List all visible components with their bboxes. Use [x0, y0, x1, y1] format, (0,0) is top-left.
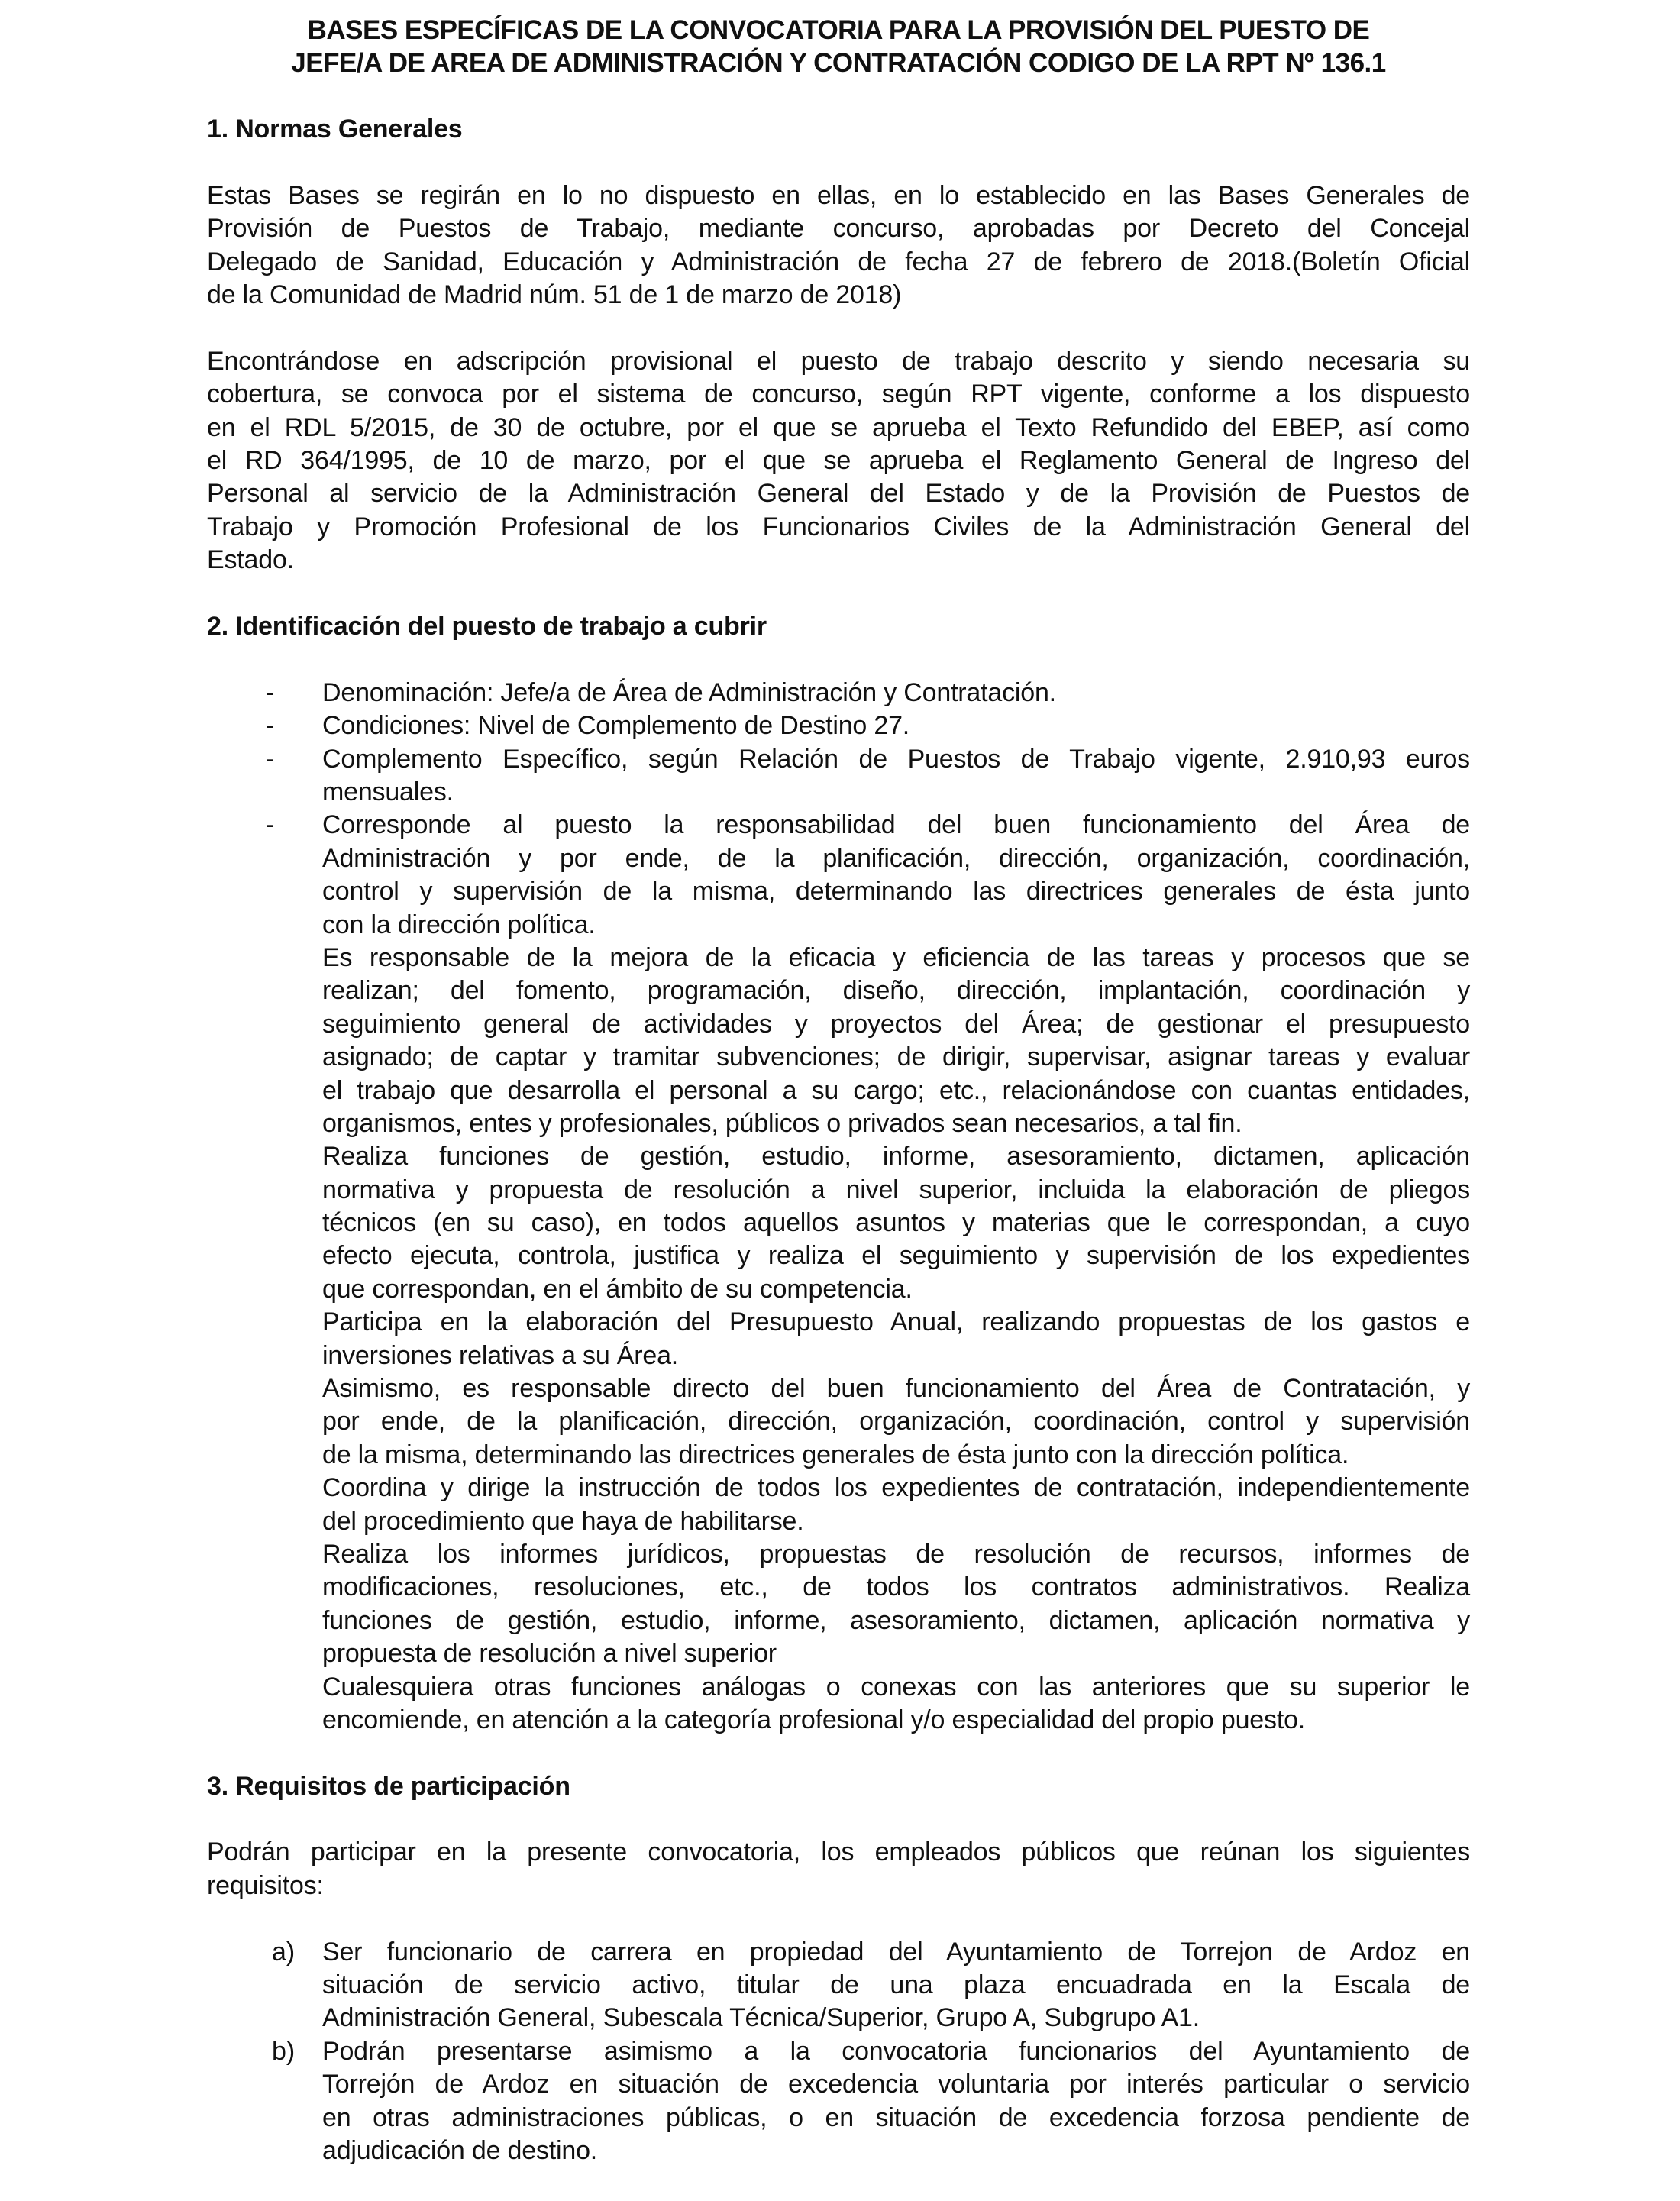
list-item — [207, 743, 1470, 810]
text-line: normativa y propuesta de resolución a nivel superior, incluida la elaboración de pliegos — [322, 1175, 1470, 1204]
text-line: Estas Bases se regirán en lo no dispuesto en ellas, en lo establecido en las Bases Generales de — [207, 180, 1470, 210]
list-item-text — [322, 677, 1470, 709]
text-line: encomiende, en atención a la categoría profesional y/o especialidad del propio puesto. — [322, 1705, 1306, 1734]
text-line: el RD 364/1995, de 10 de marzo, por el que se aprueba el Reglamento General de Ingreso del — [207, 446, 1470, 476]
list-marker: - — [266, 677, 275, 707]
text-line: requisitos: — [207, 1870, 324, 1900]
text-line: en el RDL 5/2015, de 30 de octubre, por el que se aprueba el Texto Refundido del EBEP, así como — [207, 412, 1470, 442]
text-line: el trabajo que desarrolla el personal a su cargo; etc., relacionándose con cuantas entidades, — [322, 1075, 1470, 1105]
list-item — [207, 677, 1470, 709]
text-line: de la misma, determinando las directrices generales de ésta junto con la dirección política. — [322, 1440, 1349, 1469]
text-line: Administración General, Subescala Técnica/Superior, Grupo A, Subgrupo A1. — [322, 2003, 1200, 2033]
text-line: que correspondan, en el ámbito de su competencia. — [322, 1274, 913, 1304]
text-line: Cualesquiera otras funciones análogas o conexas con las anteriores que su superior le — [322, 1672, 1470, 1702]
list-item-text — [322, 709, 1470, 742]
text-line: Trabajo y Promoción Profesional de los Funcionarios Civiles de la Administración General del — [207, 512, 1470, 541]
text-line: seguimiento general de actividades y proyectos del Área; de gestionar el presupuesto — [322, 1009, 1470, 1039]
lettered-list — [207, 1936, 1470, 2168]
document-body — [207, 113, 1470, 2167]
text-line: Es responsable de la mejora de la eficacia y eficiencia de las tareas y procesos que se — [322, 942, 1470, 972]
text-line: asignado; de captar y tramitar subvenciones; de dirigir, supervisar, asignar tareas y evaluar — [322, 1042, 1470, 1072]
text-line: realizan; del fomento, programación, diseño, dirección, implantación, coordinación y — [322, 976, 1470, 1006]
text-line: 2. Identificación del puesto de trabajo a cubrir — [207, 612, 767, 642]
title-line: BASES ESPECÍFICAS DE LA CONVOCATORIA PARA LA PROVISIÓN DEL PUESTO DE — [307, 15, 1370, 45]
text-line: técnicos (en su caso), en todos aquellos asuntos y materias que le correspondan, a cuyo — [322, 1208, 1470, 1238]
text-line: Ser funcionario de carrera en propiedad del Ayuntamiento de Torrejon de Ardoz en — [322, 1937, 1470, 1967]
paragraph — [207, 345, 1470, 577]
text-line: Podrán participar en la presente convocatoria, los empleados públicos que reúnan los siguientes — [207, 1837, 1470, 1867]
text-line: 3. Requisitos de participación — [207, 1771, 570, 1801]
text-line: Torrejón de Ardoz en situación de excedencia voluntaria por interés particular o servicio — [322, 2070, 1470, 2099]
text-line: Estado. — [207, 545, 294, 575]
list-marker: - — [266, 810, 275, 840]
text-line: Provisión de Puestos de Trabajo, mediante concurso, aprobadas por Decreto del Concejal — [207, 214, 1470, 244]
list-item-text — [322, 743, 1470, 810]
section-heading — [207, 113, 1470, 146]
text-line: Encontrándose en adscripción provisional el puesto de trabajo descrito y siendo necesaria su — [207, 346, 1470, 376]
list-item — [207, 2035, 1470, 2168]
text-line: Condiciones: Nivel de Complemento de Destino 27. — [322, 711, 910, 741]
list-item — [207, 809, 1470, 1737]
title-line: JEFE/A DE AREA DE ADMINISTRACIÓN Y CONTRATACIÓN CODIGO DE LA RPT Nº 136.1 — [291, 48, 1386, 79]
text-line: propuesta de resolución a nivel superior — [322, 1639, 777, 1669]
text-line: con la dirección política. — [322, 910, 596, 939]
paragraph — [207, 179, 1470, 312]
text-line: adjudicación de destino. — [322, 2136, 598, 2165]
bullet-list — [207, 677, 1470, 1737]
text-line: 1. Normas Generales — [207, 115, 463, 144]
document-page — [207, 14, 1470, 2201]
text-line: Delegado de Sanidad, Educación y Administración de fecha 27 de febrero de 2018.(Boletín Oficial — [207, 247, 1470, 276]
text-line: cobertura, se convoca por el sistema de concurso, según RPT vigente, conforme a los dispuesto — [207, 380, 1470, 409]
text-line: en otras administraciones públicas, o en situación de excedencia forzosa pendiente de — [322, 2102, 1470, 2132]
text-line: Coordina y dirige la instrucción de todos los expedientes de contratación, independientemente — [322, 1473, 1470, 1503]
text-line: organismos, entes y profesionales, públicos o privados sean necesarios, a tal fin. — [322, 1108, 1242, 1138]
list-item-text — [322, 809, 1470, 1737]
list-item — [207, 709, 1470, 742]
list-marker: - — [266, 711, 275, 741]
text-line: Denominación: Jefe/a de Área de Administración y Contratación. — [322, 677, 1056, 707]
text-line: Administración y por ende, de la planificación, dirección, organización, coordinación, — [322, 843, 1470, 873]
text-line: control y supervisión de la misma, determinando las directrices generales de ésta junto — [322, 877, 1470, 907]
text-line: inversiones relativas a su Área. — [322, 1340, 679, 1370]
list-item-text — [322, 1936, 1470, 2035]
text-line: efecto ejecuta, controla, justifica y realiza el seguimiento y supervisión de los expedientes — [322, 1241, 1470, 1271]
text-line: funciones de gestión, estudio, informe, asesoramiento, dictamen, aplicación normativa y — [322, 1605, 1470, 1635]
text-line: modificaciones, resoluciones, etc., de todos los contratos administrativos. Realiza — [322, 1572, 1470, 1602]
text-line: del procedimiento que haya de habilitarse. — [322, 1506, 804, 1536]
list-item-text — [322, 2035, 1470, 2168]
text-line: Asimismo, es responsable directo del buen funcionamiento del Área de Contratación, y — [322, 1374, 1470, 1404]
text-line: mensuales. — [322, 777, 454, 806]
text-line: Personal al servicio de la Administración General del Estado y de la Provisión de Puestos de — [207, 479, 1470, 509]
text-line: Participa en la elaboración del Presupuesto Anual, realizando propuestas de los gastos e — [322, 1307, 1470, 1337]
text-line: Realiza los informes jurídicos, propuestas de resolución de recursos, informes de — [322, 1539, 1470, 1569]
text-line: Corresponde al puesto la responsabilidad del buen funcionamiento del Área de — [322, 810, 1470, 840]
document-title — [207, 14, 1470, 80]
text-line: situación de servicio activo, titular de una plaza encuadrada en la Escala de — [322, 1970, 1470, 2000]
section-heading — [207, 610, 1470, 643]
text-line: por ende, de la planificación, dirección, organización, coordinación, control y supervisión — [322, 1407, 1470, 1437]
section-heading — [207, 1770, 1470, 1803]
list-marker: a) — [272, 1937, 296, 1967]
text-line: Realiza funciones de gestión, estudio, informe, asesoramiento, dictamen, aplicación — [322, 1142, 1470, 1172]
text-line: Complemento Específico, según Relación de Puestos de Trabajo vigente, 2.910,93 euros — [322, 744, 1470, 774]
text-line: Podrán presentarse asimismo a la convocatoria funcionarios del Ayuntamiento de — [322, 2036, 1470, 2066]
text-line: de la Comunidad de Madrid núm. 51 de 1 de marzo de 2018) — [207, 280, 902, 310]
list-item — [207, 1936, 1470, 2035]
list-marker: - — [266, 744, 275, 774]
list-marker: b) — [272, 2036, 296, 2066]
paragraph — [207, 1836, 1470, 1902]
